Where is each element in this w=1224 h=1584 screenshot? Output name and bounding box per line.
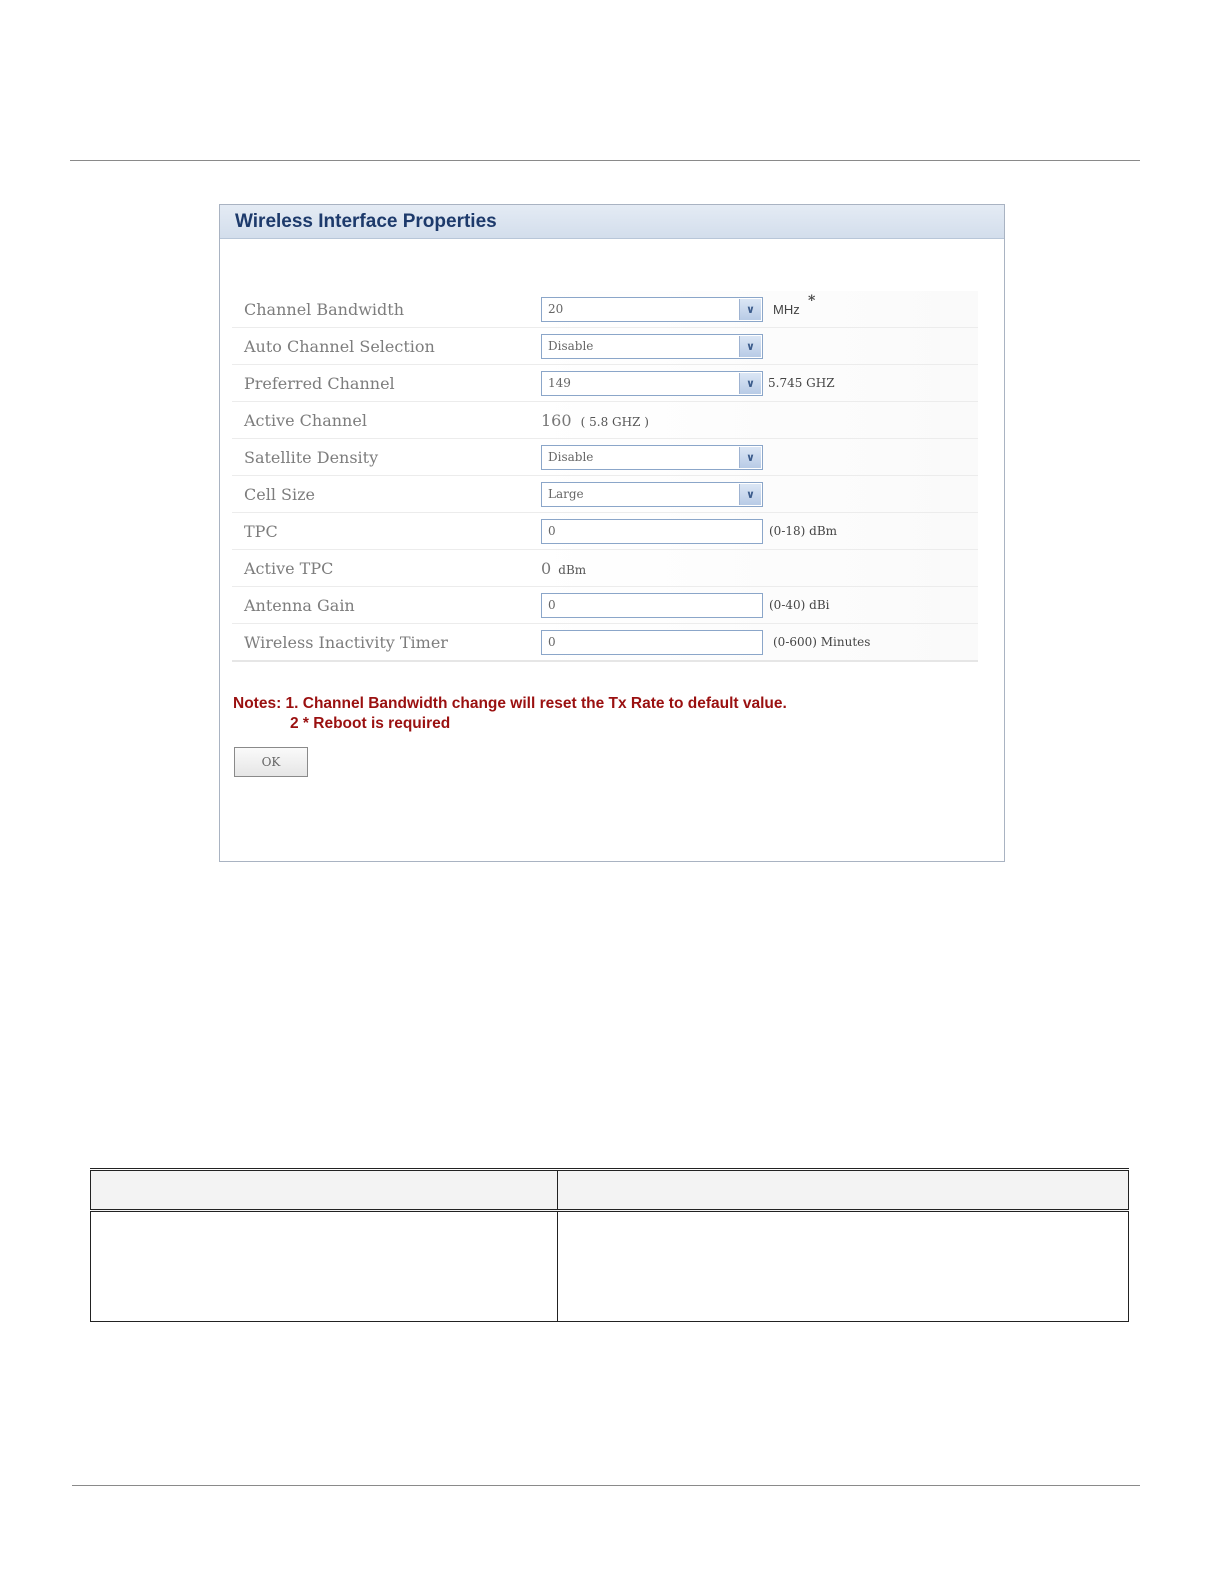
- properties-form: [232, 291, 978, 662]
- chevron-down-icon[interactable]: ∨: [739, 447, 761, 468]
- wireless-inactivity-timer-value: 0: [548, 635, 556, 649]
- table-cell: [91, 1211, 558, 1322]
- antenna-gain-range: (0-40) dBi: [769, 598, 830, 612]
- row-auto-channel-selection: [232, 328, 978, 365]
- active-tpc-value: 0: [541, 558, 552, 578]
- active-tpc-value-group: [541, 559, 586, 578]
- page-footer-rule: [72, 1485, 1140, 1486]
- panel-title: Wireless Interface Properties: [235, 210, 497, 232]
- active-tpc-label: Active TPC: [244, 558, 334, 578]
- tpc-label: TPC: [244, 521, 278, 541]
- active-channel-frequency: ( 5.8 GHZ ): [580, 414, 649, 429]
- wireless-inactivity-timer-label: Wireless Inactivity Timer: [244, 632, 448, 652]
- wireless-inactivity-timer-input[interactable]: [541, 630, 763, 655]
- preferred-channel-select[interactable]: [541, 371, 763, 396]
- reboot-required-asterisk: *: [808, 293, 816, 309]
- chevron-down-icon[interactable]: ∨: [739, 484, 761, 505]
- wireless-interface-properties-panel: [219, 204, 1005, 862]
- empty-table: [90, 1168, 1129, 1322]
- row-wireless-inactivity-timer: [232, 624, 978, 662]
- preferred-channel-label: Preferred Channel: [244, 373, 395, 393]
- cell-size-label: Cell Size: [244, 484, 316, 504]
- table-cell: [558, 1211, 1129, 1322]
- preferred-channel-value: 149: [548, 376, 571, 390]
- antenna-gain-value: 0: [548, 598, 556, 612]
- auto-channel-selection-select[interactable]: [541, 334, 763, 359]
- satellite-density-label: Satellite Density: [244, 447, 379, 467]
- row-satellite-density: [232, 439, 978, 476]
- cell-size-select[interactable]: [541, 482, 763, 507]
- chevron-down-icon[interactable]: ∨: [739, 336, 761, 357]
- wireless-inactivity-timer-range: (0-600) Minutes: [773, 635, 871, 649]
- cell-size-value: Large: [548, 487, 584, 501]
- ok-button[interactable]: OK: [234, 747, 308, 777]
- antenna-gain-label: Antenna Gain: [244, 595, 355, 615]
- row-tpc: [232, 513, 978, 550]
- table-header-row: [91, 1170, 1129, 1211]
- row-channel-bandwidth: [232, 291, 978, 328]
- row-active-channel: [232, 402, 978, 439]
- channel-bandwidth-unit: MHz: [773, 301, 800, 317]
- row-active-tpc: [232, 550, 978, 587]
- page-header-rule: [70, 160, 1140, 161]
- auto-channel-selection-label: Auto Channel Selection: [244, 336, 435, 356]
- channel-bandwidth-select[interactable]: [541, 297, 763, 322]
- panel-header: [220, 205, 1004, 239]
- tpc-input[interactable]: [541, 519, 763, 544]
- row-cell-size: [232, 476, 978, 513]
- active-channel-value-group: [541, 411, 649, 430]
- auto-channel-selection-value: Disable: [548, 339, 594, 353]
- active-channel-value: 160: [541, 410, 572, 430]
- satellite-density-value: Disable: [548, 450, 594, 464]
- satellite-density-select[interactable]: [541, 445, 763, 470]
- channel-bandwidth-label: Channel Bandwidth: [244, 299, 404, 319]
- table-header-cell: [91, 1170, 558, 1211]
- channel-bandwidth-value: 20: [548, 302, 564, 316]
- tpc-value: 0: [548, 524, 556, 538]
- table-row: [91, 1211, 1129, 1322]
- active-channel-label: Active Channel: [244, 410, 367, 430]
- row-antenna-gain: [232, 587, 978, 624]
- note-line-2: 2 * Reboot is required: [290, 715, 451, 732]
- tpc-range: (0-18) dBm: [769, 524, 838, 538]
- notes: [233, 694, 787, 734]
- chevron-down-icon[interactable]: ∨: [739, 299, 761, 320]
- table-header-cell: [558, 1170, 1129, 1211]
- active-tpc-unit: dBm: [558, 562, 587, 577]
- chevron-down-icon[interactable]: ∨: [739, 373, 761, 394]
- row-preferred-channel: [232, 365, 978, 402]
- antenna-gain-input[interactable]: [541, 593, 763, 618]
- note-line-1: Notes: 1. Channel Bandwidth change will reset the Tx Rate to default value.: [233, 695, 787, 712]
- preferred-channel-frequency: 5.745 GHZ: [768, 376, 835, 390]
